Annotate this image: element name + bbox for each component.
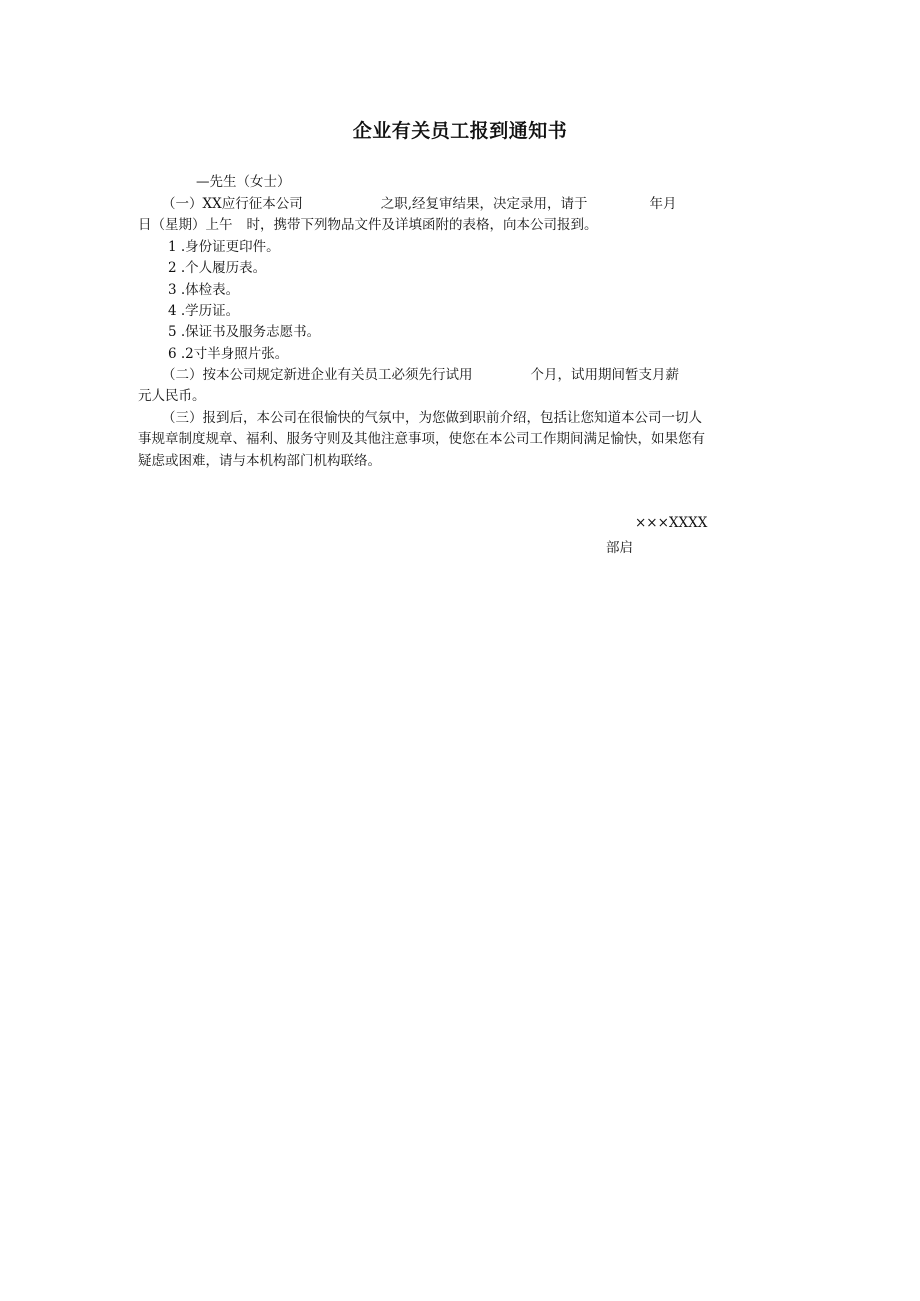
- list-item: 1 .身份证更印件。: [168, 239, 280, 255]
- para2-part1: （二）按本公司规定新进企业有关员工必须先行试用: [162, 367, 473, 383]
- para1-line2-part1: 日（星期）上午: [138, 217, 233, 233]
- para1-part2: 之职,经复审结果，决定录用，请于: [380, 196, 588, 212]
- para1-line2-part2: 时，携带下列物品文件及详填函附的表格，向本公司报到。: [246, 217, 598, 233]
- document-title: 企业有关员工报到通知书: [352, 120, 568, 142]
- paragraph-3-line-2: 事规章制度规章、福利、服务守则及其他注意事项，使您在本公司工作期间满足愉快，如果您有: [138, 431, 705, 447]
- paragraph-3-line-3: 疑虑或困难，请与本机构部门机构联络。: [138, 453, 381, 469]
- paragraph-1-line-1: [162, 195, 677, 213]
- list-item: 3 .体检表。: [168, 282, 240, 298]
- paragraph-1-line-2: [138, 216, 598, 234]
- signature-department: 部启: [606, 540, 633, 556]
- list-item: 6 .2寸半身照片张。: [168, 346, 289, 362]
- salutation: —先生（女士）: [196, 174, 291, 190]
- list-item: 5 .保证书及服务志愿书。: [168, 324, 321, 340]
- para1-part1: （一）XX应行征本公司: [162, 196, 303, 212]
- paragraph-2-line-1: [162, 366, 679, 384]
- list-item: 4 .学历证。: [168, 303, 240, 319]
- paragraph-2-line-2: 元人民币。: [138, 388, 206, 404]
- paragraph-3-line-1: （三）报到后，本公司在很愉快的气氛中，为您做到职前介绍，包括让您知道本公司一切人: [162, 410, 702, 426]
- para1-part3: 年月: [649, 196, 677, 212]
- para2-part2: 个月，试用期间暂支月薪: [530, 367, 679, 383]
- list-item: 2 .个人履历表。: [168, 260, 267, 276]
- signature-company: ×××XXXX: [635, 515, 708, 531]
